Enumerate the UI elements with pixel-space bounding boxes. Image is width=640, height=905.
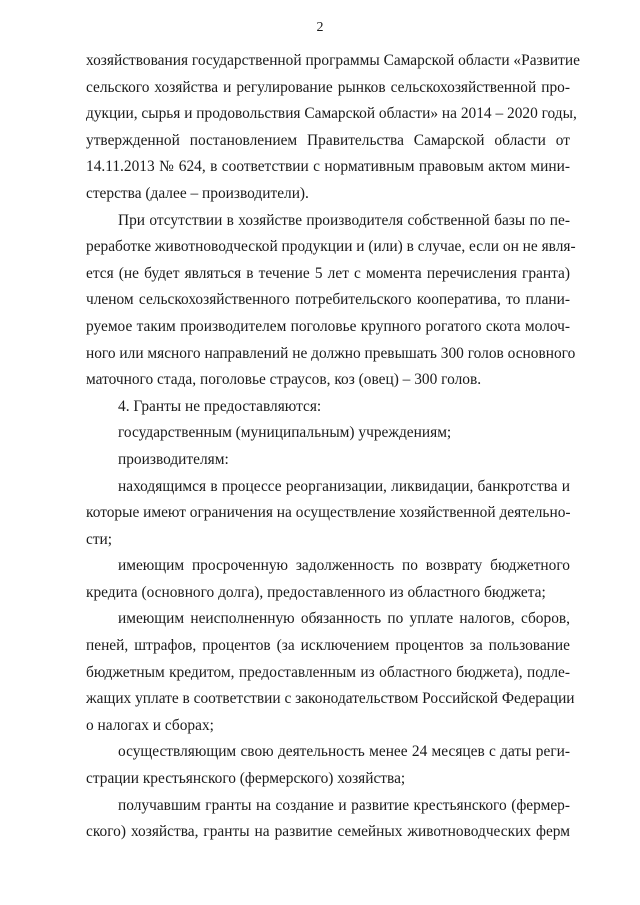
text-line: руемое таким производителем поголовье крупного рогатого скота молоч-	[86, 317, 570, 335]
text-line: 14.11.2013 № 624, в соответствии с нормативным правовым актом мини-	[86, 158, 570, 176]
paragraph-livestock-limit	[86, 208, 576, 394]
text-line: членом сельскохозяйственного потребительского кооператива, то плани-	[86, 291, 570, 309]
paragraph-activity-period	[86, 739, 570, 792]
paragraph-reorganization	[86, 474, 570, 554]
text-line: страции крестьянского (фермерского) хозяйства;	[86, 770, 406, 788]
text-line: реработке животноводческой продукции и (или) в случае, если он не явля-	[86, 238, 576, 256]
text-line: имеющим неисполненную обязанность по уплате налогов, сборов,	[118, 610, 570, 628]
text-line: производителям:	[118, 450, 229, 468]
paragraph-producers	[86, 447, 570, 474]
text-line: ского) хозяйства, гранты на развитие семейных животноводческих ферм	[86, 823, 570, 841]
text-line: пеней, штрафов, процентов (за исключением процентов за пользование	[86, 637, 570, 655]
text-line: хозяйствования государственной программы Самарской области «Развитие	[86, 52, 580, 69]
text-line: кредита (основного долга), предоставленного из областного бюджета;	[86, 583, 546, 601]
paragraph-state-institutions	[86, 420, 570, 447]
text-line: сти;	[86, 530, 113, 548]
text-line: бюджетным кредитом, предоставленным из областного бюджета), подле-	[86, 663, 570, 681]
paragraph-overdue-debt	[86, 553, 570, 606]
text-line: жащих уплате в соответствии с законодательством Российской Федерации	[86, 690, 575, 708]
text-line: 4. Гранты не предоставляются:	[118, 397, 322, 415]
text-line: получавшим гранты на создание и развитие крестьянского (фермер-	[118, 796, 570, 814]
paragraph-previous-grants	[86, 793, 570, 846]
text-line: о налогах и сборах;	[86, 716, 214, 734]
paragraph-continuation	[86, 48, 580, 208]
text-line: При отсутствии в хозяйстве производителя собственной базы по пе-	[118, 211, 570, 229]
paragraph-section-4	[86, 394, 570, 421]
text-line: имеющим просроченную задолженность по возврату бюджетного	[118, 557, 570, 575]
text-line: находящимся в процессе реорганизации, ликвидации, банкротства и	[118, 477, 570, 495]
text-line: сельского хозяйства и регулирование рынков сельскохозяйственной про-	[86, 78, 570, 96]
document-body	[86, 48, 580, 846]
text-line: ется (не будет являться в течение 5 лет с момента перечисления гранта)	[86, 264, 570, 282]
text-line: маточного стада, поголовье страусов, коз (овец) – 300 голов.	[86, 371, 482, 389]
text-line: утвержденной постановлением Правительства Самарской области от	[86, 131, 570, 149]
text-line: осуществляющим свою деятельность менее 24 месяцев с даты реги-	[118, 743, 570, 761]
page-number: 2	[316, 20, 324, 35]
text-line: стерства (далее – производители).	[86, 184, 309, 202]
text-line: ного или мясного направлений не должно превышать 300 голов основного	[86, 344, 576, 362]
text-line: дукции, сырья и продовольствия Самарской области» на 2014 – 2020 годы,	[86, 105, 577, 123]
text-line: государственным (муниципальным) учреждениям;	[118, 424, 452, 442]
paragraph-unpaid-taxes	[86, 606, 575, 739]
text-line: которые имеют ограничения на осуществление хозяйственной деятельно-	[86, 504, 571, 522]
